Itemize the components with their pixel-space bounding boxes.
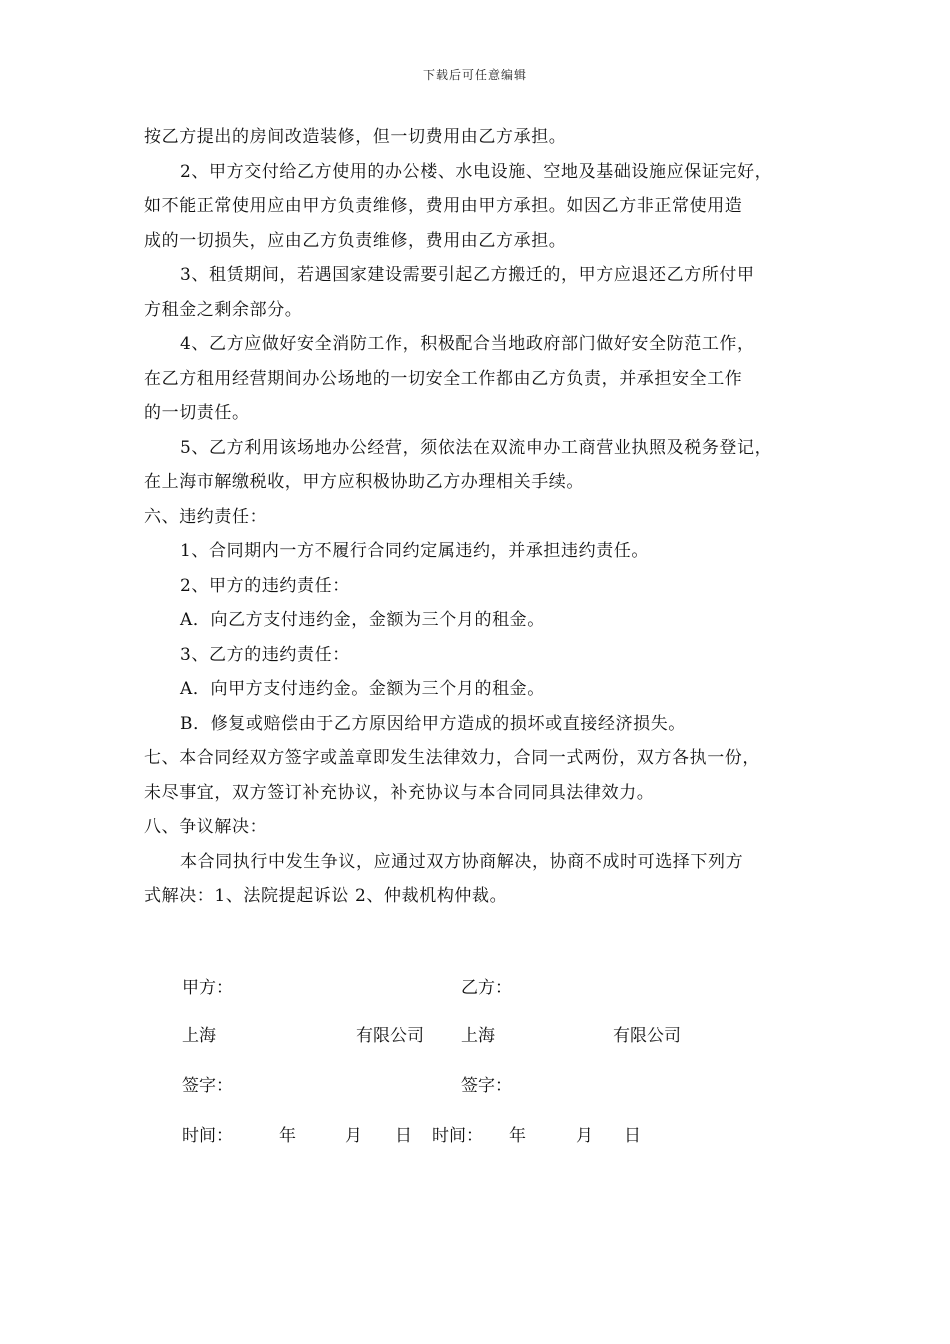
paragraph-line: A．向乙方支付违约金，金额为三个月的租金。 <box>180 610 545 630</box>
paragraph-line: 4、乙方应做好安全消防工作，积极配合当地政府部门做好安全防范工作， <box>180 334 755 354</box>
party-a-time-label: 时间： <box>182 1126 233 1146</box>
paragraph-line: 2、甲方的违约责任： <box>180 575 350 596</box>
paragraph-line: A．向甲方支付违约金。金额为三个月的租金。 <box>180 679 545 699</box>
party-b-month: 月 <box>576 1126 593 1146</box>
party-a-label: 甲方： <box>182 978 233 998</box>
party-b-sign-label: 签字： <box>461 1076 512 1096</box>
paragraph-line: 1、合同期内一方不履行合同约定属违约，并承担违约责任。 <box>180 541 650 561</box>
paragraph-line: 在上海市解缴税收，甲方应积极协助乙方办理相关手续。 <box>144 472 584 492</box>
signature-time-row <box>0 1119 950 1153</box>
party-b-label: 乙方： <box>461 978 512 998</box>
party-a-company: 有限公司 <box>356 1026 424 1046</box>
contract-body <box>144 120 824 914</box>
party-b-company: 有限公司 <box>613 1026 681 1046</box>
section-heading-effect: 七、本合同经双方签字或盖章即发生法律效力，合同一式两份，双方各执一份， <box>144 748 760 768</box>
paragraph-line: 成的一切损失，应由乙方负责维修，费用由乙方承担。 <box>144 230 567 251</box>
party-a-city: 上海 <box>182 1026 216 1046</box>
paragraph-line: 如不能正常使用应由甲方负责维修，费用由甲方承担。如因乙方非正常使用造 <box>144 196 743 216</box>
party-a-sign-label: 签字： <box>182 1076 233 1096</box>
paragraph-line: 3、乙方的违约责任： <box>180 644 350 665</box>
page-header: 下载后可任意编辑 <box>422 68 527 82</box>
paragraph-line: 3、租赁期间，若遇国家建设需要引起乙方搬迁的，甲方应退还乙方所付甲 <box>180 265 755 285</box>
section-heading-dispute: 八、争议解决： <box>144 817 268 837</box>
paragraph-line: 式解决：1、法院提起诉讼 2、仲裁机构仲裁。 <box>144 886 508 906</box>
party-b-time-label: 时间： <box>432 1126 483 1146</box>
party-a-year: 年 <box>279 1126 296 1146</box>
signature-company-row <box>0 1019 950 1053</box>
party-a-month: 月 <box>345 1126 362 1146</box>
party-b-year: 年 <box>509 1126 526 1146</box>
party-b-city: 上海 <box>461 1026 495 1046</box>
paragraph-line: B．修复或赔偿由于乙方原因给甲方造成的损坏或直接经济损失。 <box>180 713 686 734</box>
section-heading-breach: 六、违约责任： <box>144 506 268 527</box>
signature-sign-row <box>0 1069 950 1103</box>
paragraph-line: 5、乙方利用该场地办公经营，须依法在双流申办工商营业执照及税务登记， <box>180 437 773 458</box>
paragraph-line: 的一切责任。 <box>144 403 250 423</box>
party-b-day: 日 <box>624 1126 641 1146</box>
paragraph-line: 按乙方提出的房间改造装修，但一切费用由乙方承担。 <box>144 127 567 147</box>
paragraph-line: 本合同执行中发生争议，应通过双方协商解决，协商不成时可选择下列方 <box>180 851 744 872</box>
paragraph-line: 未尽事宜，双方签订补充协议，补充协议与本合同同具法律效力。 <box>144 782 655 803</box>
signature-parties-row <box>0 971 950 1005</box>
paragraph-line: 在乙方租用经营期间办公场地的一切安全工作都由乙方负责，并承担安全工作 <box>144 368 743 389</box>
paragraph-line: 方租金之剩余部分。 <box>144 299 303 320</box>
paragraph-line: 2、甲方交付给乙方使用的办公楼、水电设施、空地及基础设施应保证完好， <box>180 161 773 182</box>
party-a-day: 日 <box>395 1126 412 1146</box>
